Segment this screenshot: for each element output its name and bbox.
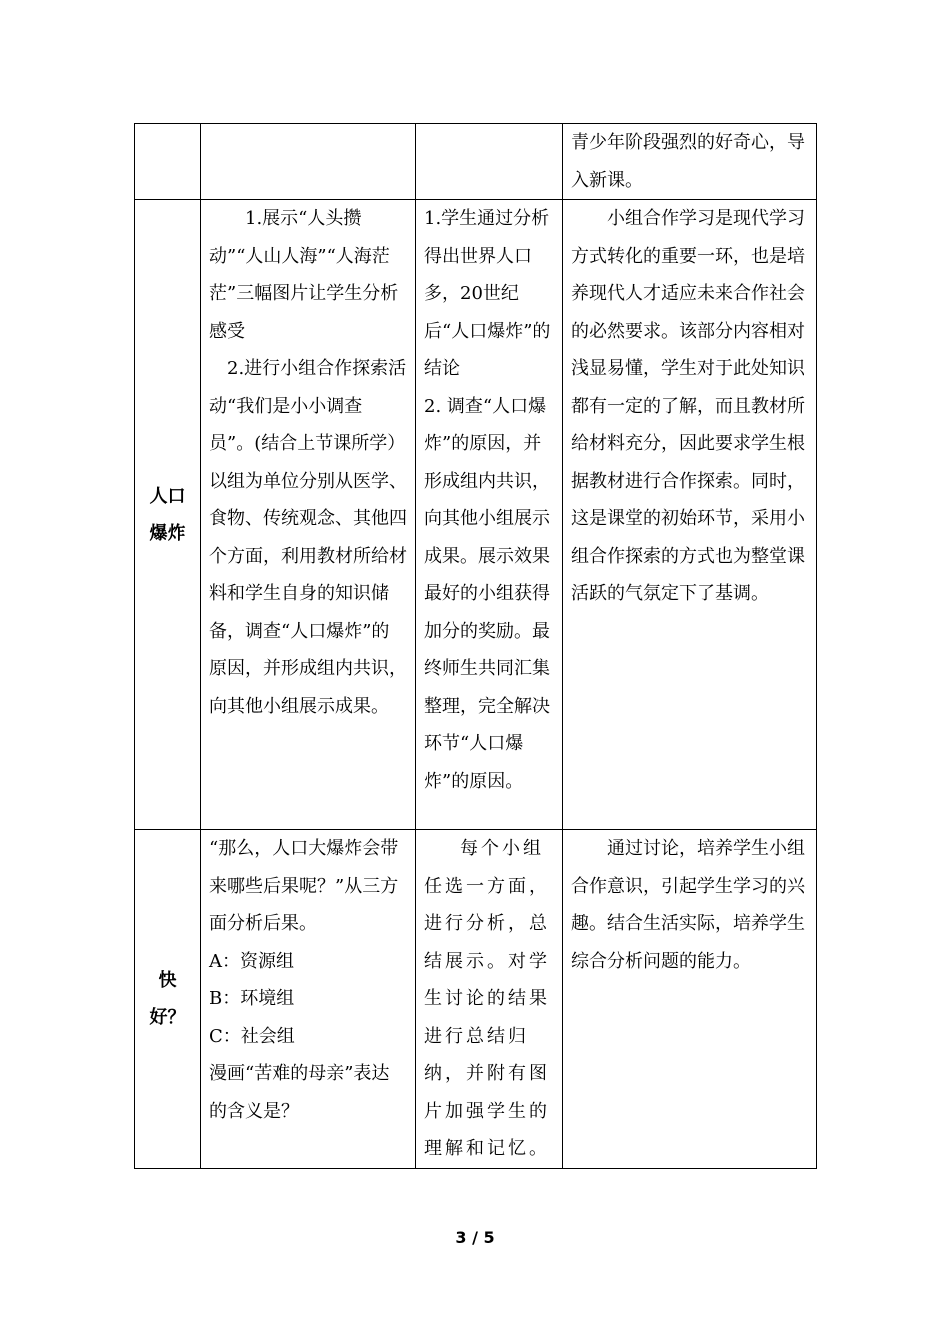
teacher-activity-cell	[201, 830, 416, 1169]
table-row	[135, 830, 817, 1169]
page-number: 3 / 5	[455, 1228, 495, 1247]
teacher-activity-paragraph: “那么，人口大爆炸会带来哪些后果呢？”从三方面分析后果。	[209, 838, 399, 934]
stage-cell	[135, 200, 201, 830]
stage-label-line2: 爆炸	[149, 522, 186, 544]
student-activity-paragraph: 1.学生通过分析得出世界人口多，20世纪后“人口爆炸”的结论	[424, 208, 551, 379]
table-row	[135, 200, 817, 830]
design-intent-text: 青少年阶段强烈的好奇心，导入新课。	[571, 132, 805, 191]
stage-label-line2: 好？	[149, 1006, 186, 1028]
design-intent-cell	[563, 830, 817, 1169]
student-activity-cell	[416, 830, 563, 1169]
student-activity-paragraph: 2. 调查“人口爆炸”的原因，并形成组内共识，向其他小组展示成果。展示效果最好的小组获得加分的奖励。最终师生共同汇集整理，完全解决环节“人口爆炸”的原因。	[424, 395, 550, 792]
student-activity-cell	[416, 200, 563, 830]
teacher-activity-paragraph: 1.展示“人头攒动”“人山人海”“人海茫茫”三幅图片让学生分析感受	[209, 208, 399, 342]
design-intent-cell	[563, 124, 817, 200]
teacher-activity-paragraph: C：社会组	[209, 1025, 295, 1047]
teacher-activity-cell	[201, 124, 416, 200]
lesson-plan-table	[134, 123, 817, 1169]
teacher-activity-paragraph: A：资源组	[209, 950, 294, 972]
student-activity-cell	[416, 124, 563, 200]
stage-cell	[135, 830, 201, 1169]
design-intent-text: 通过讨论，培养学生小组合作意识，引起学生学习的兴趣。结合生活实际，培养学生综合分析问题的能力。	[571, 838, 805, 972]
teacher-activity-cell	[201, 200, 416, 830]
design-intent-cell	[563, 200, 817, 830]
stage-label-line1: 人口	[149, 485, 186, 507]
teacher-activity-paragraph: 2.进行小组合作探索活动“我们是小小调查员”。(结合上节课所学）以组为单位分别从医学、食物、传统观念、其他四个方面，利用教材所给材料和学生自身的知识储备，调查“人口爆炸”的原因，并形成组内共识，向其他小组展示成果。	[209, 358, 407, 717]
teacher-activity-paragraph: B：环境组	[209, 988, 295, 1009]
table-row	[135, 124, 817, 200]
design-intent-text: 小组合作学习是现代学习方式转化的重要一环，也是培养现代人才适应未来合作社会的必然要求。该部分内容相对浅显易懂，学生对于此处知识都有一定的了解，而且教材所给材料充分，因此要求学生根据教材进行合作探索。同时，这是课堂的初始环节，采用小组合作探索的方式也为整堂课活跃的气氛定下了基调。	[571, 208, 805, 604]
student-activity-paragraph: 每个小组任选一方面，进行分析，总结展示。对学生讨论的结果进行总结归纳，并附有图片加强学生的理解和记忆。	[424, 838, 550, 1159]
teacher-activity-paragraph: 漫画“苦难的母亲”表达的含义是？	[209, 1063, 390, 1122]
stage-label-line1: 快	[158, 969, 177, 991]
stage-cell	[135, 124, 201, 200]
